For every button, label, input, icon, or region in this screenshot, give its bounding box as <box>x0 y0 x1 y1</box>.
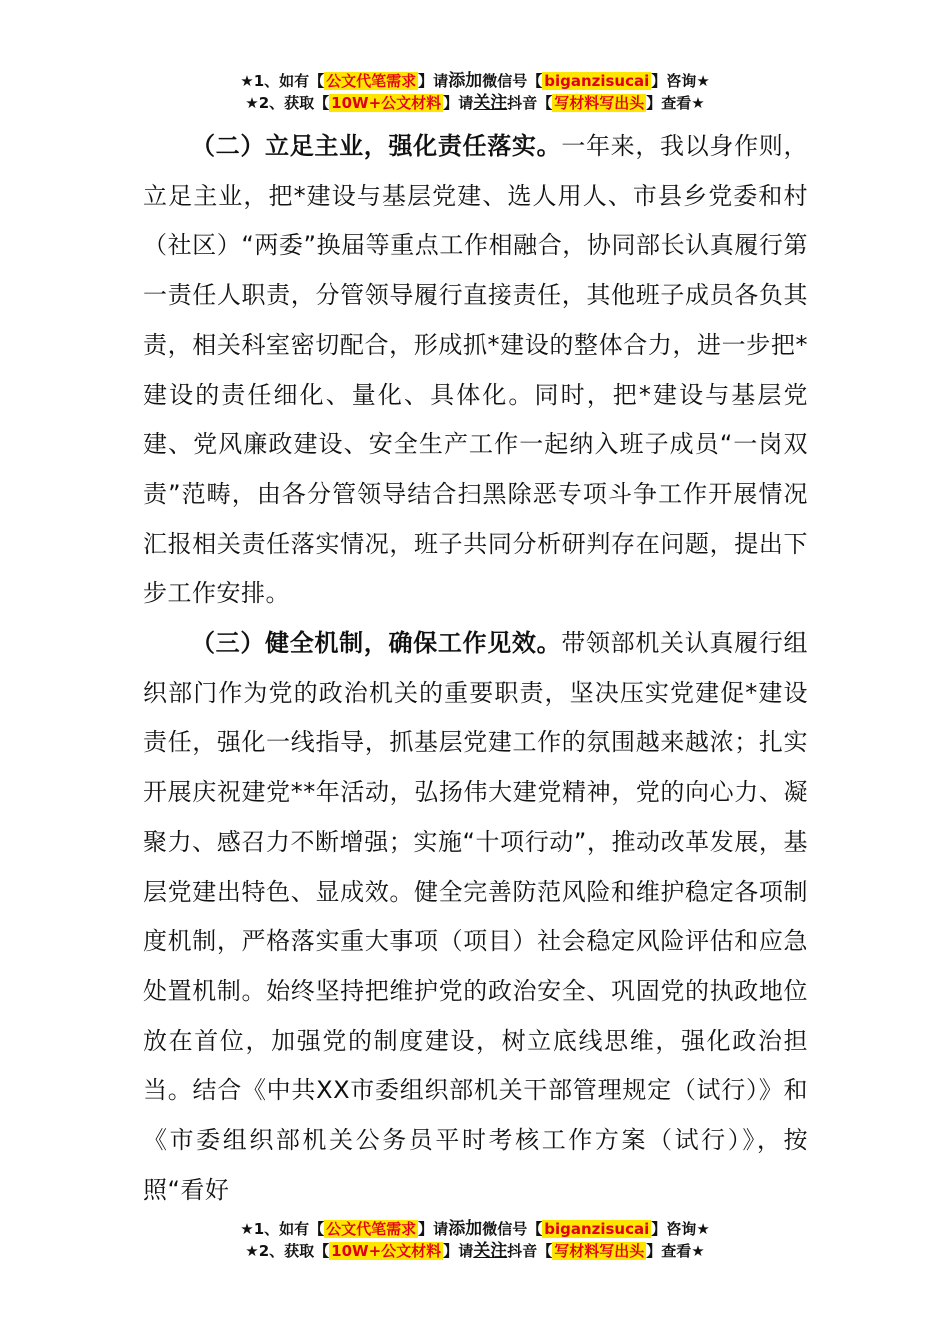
promo-text: 咨询 <box>666 1220 697 1238</box>
paragraph-text: 一年来，我以身作则，立足主业，把*建设与基层党建、选人用人、市县乡党委和村（社区）“两委”换届等重点工作相融合，协同部长认真履行第一责任人职责，分管领导履行直接责任，其他班子成员各负其责，相关科室密切配合，形成抓*建设的整体合力，进一步把*建设的责任细化、量化、具体化。同时，把*建设与基层党建、党风廉政建设、安全生产工作一起纳入班子成员“一岗双责”范畴，由各分管领导结合扫黑除恶专项斗争工作开展情况汇报相关责任落实情况，班子共同分析研判存在问题，提出下步工作安排。 <box>143 132 808 608</box>
douyin-id: 写材料写出头 <box>554 1242 645 1260</box>
bracket: 【 <box>537 1242 553 1260</box>
promo-highlight: 公文代笔需求 <box>326 72 417 90</box>
promo-header <box>0 70 950 114</box>
star-icon: ★ <box>696 1220 710 1238</box>
promo-emphasis: 添加 <box>448 71 483 91</box>
promo-emphasis: 添加 <box>448 1219 483 1239</box>
promo-line-2 <box>0 92 950 114</box>
bracket: 】 <box>418 72 434 90</box>
promo-text: 请 <box>433 1220 449 1238</box>
star-icon: ★ <box>245 94 259 112</box>
bracket: 【 <box>314 1242 330 1260</box>
promo-text: 查看 <box>661 94 692 112</box>
promo-text: 请 <box>433 72 449 90</box>
promo-text: 请 <box>458 94 474 112</box>
bracket: 】 <box>646 1242 662 1260</box>
promo-highlight: 10W+公文材料 <box>331 1242 442 1260</box>
bracket: 【 <box>309 72 325 90</box>
promo-text: 1、如有 <box>253 1220 310 1238</box>
promo-highlight: 10W+公文材料 <box>331 94 442 112</box>
wechat-id: biganzisucai <box>544 1220 650 1238</box>
bracket: 【 <box>537 94 553 112</box>
promo-text: 抖音 <box>507 94 538 112</box>
bracket: 】 <box>651 1220 667 1238</box>
promo-line-1 <box>0 1218 950 1240</box>
promo-emphasis: 关注 <box>473 1241 508 1261</box>
promo-text: 2、获取 <box>258 94 315 112</box>
promo-text: 抖音 <box>507 1242 538 1260</box>
promo-emphasis: 关注 <box>473 93 508 113</box>
bracket: 】 <box>418 1220 434 1238</box>
bracket: 【 <box>309 1220 325 1238</box>
paragraph-3 <box>143 619 808 1215</box>
wechat-id: biganzisucai <box>544 72 650 90</box>
paragraph-heading: （二）立足主业，强化责任落实。 <box>191 132 562 160</box>
paragraph-heading: （三）健全机制，确保工作见效。 <box>191 629 562 658</box>
promo-footer <box>0 1218 950 1262</box>
paragraph-2 <box>143 122 808 619</box>
bracket: 【 <box>527 1220 543 1238</box>
bracket: 【 <box>314 94 330 112</box>
douyin-id: 写材料写出头 <box>554 94 645 112</box>
star-icon: ★ <box>245 1242 259 1260</box>
bracket: 】 <box>443 1242 459 1260</box>
star-icon: ★ <box>696 72 710 90</box>
promo-text: 微信号 <box>482 72 528 90</box>
bracket: 【 <box>527 72 543 90</box>
promo-line-2 <box>0 1240 950 1262</box>
bracket: 】 <box>443 94 459 112</box>
paragraph-text: 带领部机关认真履行组织部门作为党的政治机关的重要职责，坚决压实党建促*建设责任，强化一线指导，抓基层党建工作的氛围越来越浓；扎实开展庆祝建党**年活动，弘扬伟大建党精神，党的向心力、凝聚力、感召力不断增强；实施“十项行动”，推动改革发展，基层党建出特色、显成效。健全完善防范风险和维护稳定各项制度机制，严格落实重大事项（项目）社会稳定风险评估和应急处置机制。始终坚持把维护党的政治安全、巩固党的执政地位放在首位，加强党的制度建设，树立底线思维，强化政治担当。结合《中共XX市委组织部机关干部管理规定（试行）》和《市委组织部机关公务员平时考核工作方案（试行）》，按照“看好 <box>143 629 808 1204</box>
promo-text: 微信号 <box>482 1220 528 1238</box>
promo-highlight: 公文代笔需求 <box>326 1220 417 1238</box>
bracket: 】 <box>651 72 667 90</box>
promo-text: 1、如有 <box>253 72 310 90</box>
promo-text: 咨询 <box>666 72 697 90</box>
star-icon: ★ <box>691 94 705 112</box>
promo-text: 2、获取 <box>258 1242 315 1260</box>
star-icon: ★ <box>691 1242 705 1260</box>
promo-text: 请 <box>458 1242 474 1260</box>
bracket: 】 <box>646 94 662 112</box>
promo-text: 查看 <box>661 1242 692 1260</box>
promo-line-1 <box>0 70 950 92</box>
star-icon: ★ <box>240 72 254 90</box>
star-icon: ★ <box>240 1220 254 1238</box>
document-body <box>143 122 808 1215</box>
